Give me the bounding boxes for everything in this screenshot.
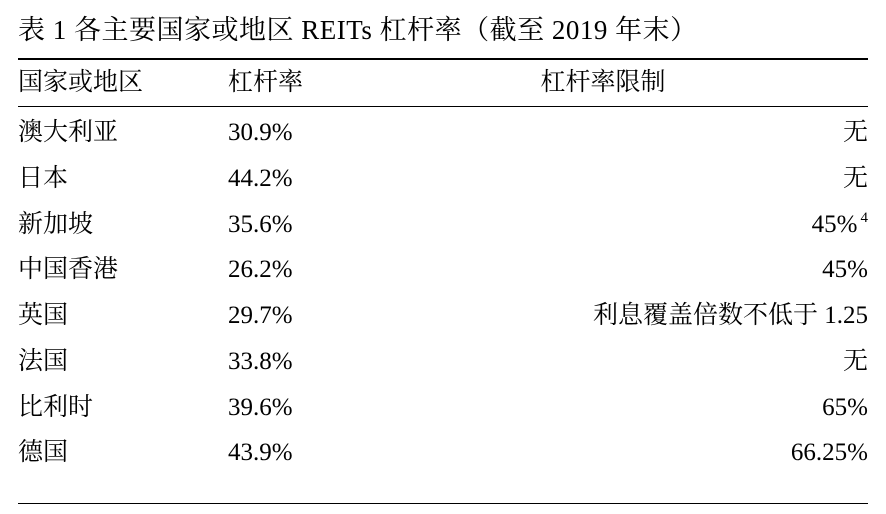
cell-country: 新加坡 [18, 210, 94, 238]
table-row [18, 293, 868, 339]
column-header-leverage-ratio: 杠杆率 [228, 59, 428, 106]
limit-text: 45% [811, 210, 858, 238]
column-header-country: 国家或地区 [18, 59, 228, 106]
table-header [18, 59, 868, 106]
cell-country: 中国香港 [18, 256, 119, 284]
cell-leverage-ratio: 29.7% [228, 302, 293, 330]
table-row [18, 430, 868, 476]
cell-leverage-ratio: 35.6% [228, 210, 293, 238]
cell-leverage-ratio: 33.8% [228, 347, 293, 375]
table-header-row [18, 59, 868, 106]
cell-leverage-limit [428, 107, 868, 156]
table-caption: 表 1 各主要国家或地区 REITs 杠杆率（截至 2019 年末） [18, 15, 698, 45]
table-bottom-rule [18, 503, 868, 504]
cell-country: 法国 [18, 347, 69, 375]
cell-country: 日本 [18, 164, 69, 192]
cell-leverage-limit [428, 156, 868, 202]
table-body [18, 107, 868, 477]
limit-text: 无 [842, 164, 868, 192]
cell-leverage-limit [428, 202, 868, 248]
cell-country: 澳大利亚 [18, 107, 228, 156]
cell-leverage-ratio: 30.9% [228, 107, 428, 156]
cell-leverage-limit [428, 385, 868, 431]
cell-leverage-limit [428, 247, 868, 293]
table-row [18, 202, 868, 248]
cell-country: 德国 [18, 439, 69, 467]
cell-leverage-ratio: 43.9% [228, 439, 293, 467]
table-row [18, 339, 868, 385]
column-header-leverage-limit: 杠杆率限制 [428, 59, 868, 106]
cell-leverage-limit [428, 430, 868, 476]
limit-text: 无 [842, 347, 868, 375]
cell-leverage-ratio: 39.6% [228, 393, 293, 421]
cell-leverage-limit [428, 293, 868, 339]
limit-text: 65% [822, 393, 868, 421]
table-row [18, 107, 868, 156]
cell-leverage-ratio: 44.2% [228, 164, 293, 192]
limit-text: 45% [822, 256, 868, 284]
reits-leverage-table [18, 58, 868, 476]
limit-text: 66.25% [790, 439, 868, 467]
limit-text: 利息覆盖倍数不低于 1.25 [592, 302, 868, 330]
table-row [18, 247, 868, 293]
table-row [18, 385, 868, 431]
cell-leverage-limit [428, 339, 868, 385]
cell-country: 英国 [18, 302, 69, 330]
limit-text: 无 [842, 119, 868, 147]
cell-country: 比利时 [18, 393, 94, 421]
cell-leverage-ratio: 26.2% [228, 256, 293, 284]
table-row [18, 156, 868, 202]
footnote-marker: 4 [860, 210, 868, 227]
